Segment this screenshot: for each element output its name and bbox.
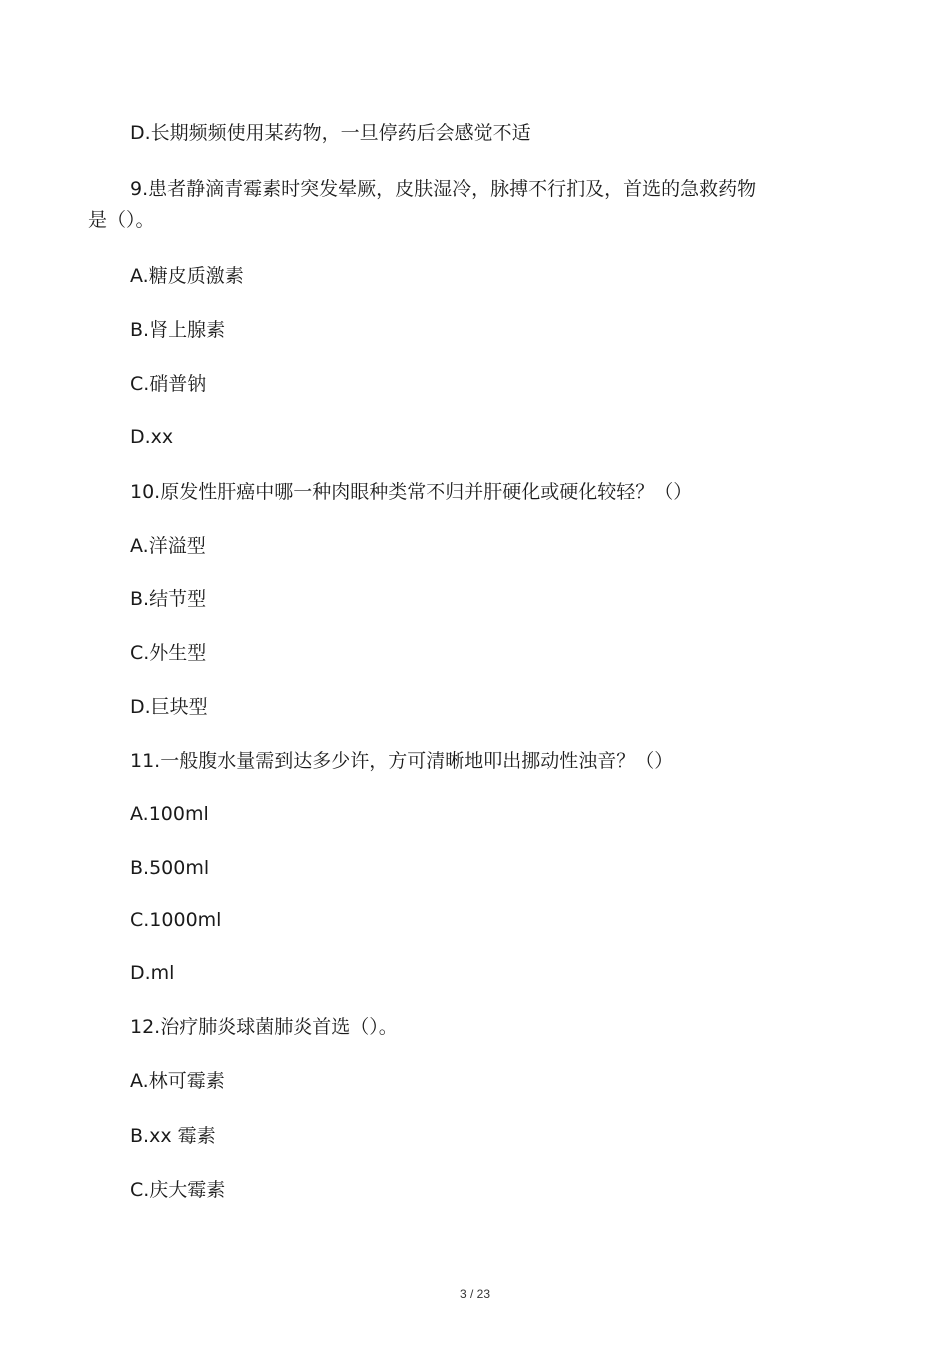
q10-option-d: D.巨块型 (130, 696, 208, 718)
q9-option-b: B.肾上腺素 (130, 319, 226, 341)
q12-option-a: A.林可霉素 (130, 1070, 225, 1092)
q9-stem-continued: 是（）。 (88, 209, 155, 231)
q9-stem: 9.患者静滴青霉素时突发晕厥，皮肤湿冷，脉搏不行扪及，首选的急救药物 (130, 178, 757, 200)
q12-stem: 12.治疗肺炎球菌肺炎首选（）。 (130, 1016, 398, 1038)
q11-option-d: D.ml (130, 962, 175, 984)
q11-option-a: A.100ml (130, 803, 209, 825)
q8-option-d: D.长期频频使用某药物，一旦停药后会感觉不适 (130, 122, 531, 144)
q11-option-b: B.500ml (130, 857, 210, 879)
q9-option-a: A.糖皮质激素 (130, 265, 244, 287)
q9-option-d: D.xx (130, 426, 174, 448)
q9-option-c: C.硝普钠 (130, 373, 207, 395)
q10-stem: 10.原发性肝癌中哪一种肉眼种类常不归并肝硬化或硬化较轻？（） (130, 481, 693, 503)
q11-stem: 11.一般腹水量需到达多少许，方可清晰地叩出挪动性浊音？（） (130, 750, 674, 772)
q10-option-c: C.外生型 (130, 642, 207, 664)
q12-option-c: C.庆大霉素 (130, 1179, 226, 1201)
q10-option-a: A.洋溢型 (130, 535, 206, 557)
q11-option-c: C.1000ml (130, 909, 222, 931)
page-number: 3 / 23 (459, 1287, 491, 1301)
q10-option-b: B.结节型 (130, 588, 207, 610)
q12-option-b: B.xx 霉素 (130, 1125, 216, 1147)
